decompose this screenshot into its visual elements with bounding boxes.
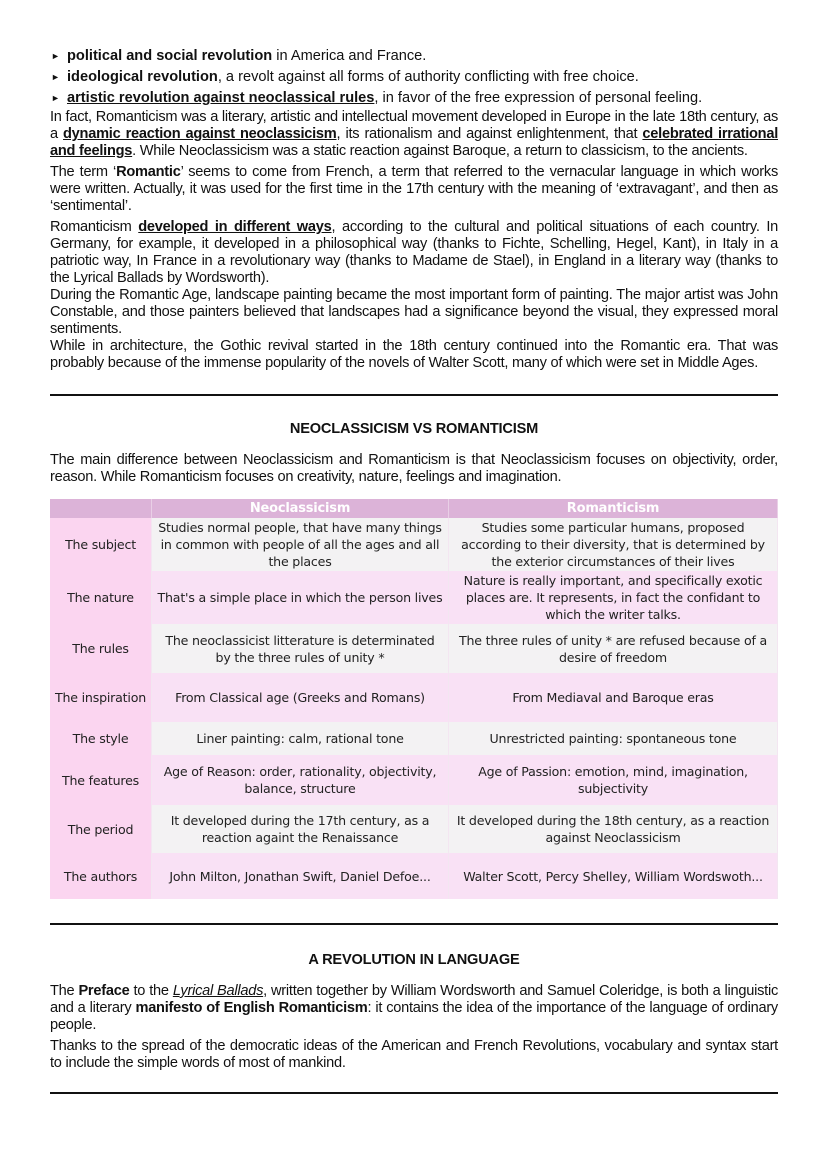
row-label: The style: [50, 722, 152, 755]
header-cell-romanticism: Romanticism: [449, 499, 778, 518]
romanticism-cell: From Mediaval and Baroque eras: [449, 673, 778, 722]
row-label: The inspiration: [50, 673, 152, 722]
section-title: A REVOLUTION IN LANGUAGE: [308, 952, 520, 968]
paragraph: In fact, Romanticism was a literary, artistic and intellectual movement developed in Europe in the late 18th century, as a dynamic reaction against neoclassicism, its rationalism and against enlightenment, that celebrated irrational and feelings. While Neoclassicism was a static reaction against Baroque, a return to classicism, to the ancients.: [50, 109, 779, 159]
romanticism-cell: Unrestricted painting: spontaneous tone: [449, 722, 778, 755]
bullet-triangle-icon: ►: [51, 51, 60, 61]
table-row: [50, 624, 778, 673]
bullet-triangle-icon: ►: [51, 93, 60, 103]
paragraph: The term ‘Romantic’ seems to come from French, a term that referred to the vernacular language in which works were written. Actually, it was used for the first time in the 17th century with the meaning of ‘extravagant’, and then as ‘sentimental’.: [50, 164, 778, 214]
row-label: The period: [50, 805, 152, 853]
neoclassicism-cell: That's a simple place in which the person lives: [152, 571, 449, 624]
paragraph: Thanks to the spread of the democratic ideas of the American and French Revolutions, vocabulary and syntax start to include the simple words of most of mankind.: [50, 1038, 778, 1071]
row-label: The authors: [50, 853, 152, 899]
table-row: [50, 755, 778, 805]
row-label: The nature: [50, 571, 152, 624]
divider: [50, 394, 778, 396]
table-row: [50, 518, 778, 571]
romanticism-cell: The three rules of unity * are refused because of a desire of freedom: [449, 624, 778, 673]
neoclassicism-cell: It developed during the 17th century, as a reaction againt the Renaissance: [152, 805, 449, 853]
revolution-list: [50, 46, 778, 109]
neoclassicism-cell: John Milton, Jonathan Swift, Daniel Defoe...: [152, 853, 449, 899]
header-cell-empty: [50, 499, 152, 518]
romanticism-cell: Studies some particular humans, proposed according to their diversity, that is determined by the exterior circumstances of their lives: [449, 518, 778, 571]
table-header-row: [50, 499, 778, 518]
section-title: NEOCLASSICISM VS ROMANTICISM: [289, 421, 539, 437]
paragraph: During the Romantic Age, landscape painting became the most important form of painting. The major artist was John Constable, and those painters believed that landscapes had a significance beyond the visual, they expressed moral sentiments.: [50, 287, 778, 337]
intro-section: [50, 109, 778, 372]
romanticism-cell: Walter Scott, Percy Shelley, William Wordswoth...: [449, 853, 778, 899]
list-item: ► political and social revolution in America and France.: [50, 46, 778, 67]
neoclassicism-cell: Age of Reason: order, rationality, objectivity, balance, structure: [152, 755, 449, 805]
row-label: The features: [50, 755, 152, 805]
divider: [50, 1092, 778, 1094]
romanticism-cell: It developed during the 18th century, as a reaction against Neoclassicism: [449, 805, 778, 853]
document-page: [50, 46, 778, 1094]
comparison-intro: The main difference between Neoclassicism and Romanticism is that Neoclassicism focuses on objectivity, order, reason. While Romanticism focuses on creativity, nature, feelings and imagination.: [50, 452, 778, 485]
neoclassicism-cell: From Classical age (Greeks and Romans): [152, 673, 449, 722]
row-label: The subject: [50, 518, 152, 571]
romanticism-cell: Age of Passion: emotion, mind, imagination, subjectivity: [449, 755, 778, 805]
paragraph: Romanticism developed in different ways, according to the cultural and political situations of each country. In Germany, for example, it developed in a philosophical way (thanks to Fichte, Schelling, Hegel, Kant), in Italy in a patriotic way, In France in a revolutionary way (thanks to Madame de Stael), in England in a literary way (thanks to the Lyrical Ballads by Wordsworth).: [50, 219, 778, 286]
row-label: The rules: [50, 624, 152, 673]
header-cell-neoclassicism: Neoclassicism: [152, 499, 449, 518]
neoclassicism-cell: Studies normal people, that have many things in common with people of all the ages and all the places: [152, 518, 449, 571]
neoclassicism-cell: Liner painting: calm, rational tone: [152, 722, 449, 755]
table-row: [50, 673, 778, 722]
table-row: [50, 805, 778, 853]
paragraph: The Preface to the Lyrical Ballads, written together by William Wordsworth and Samuel Coleridge, is both a linguistic and a literary manifesto of English Romanticism: it contains the idea of the importance of the language of ordinary people.: [50, 983, 779, 1033]
paragraph: While in architecture, the Gothic revival started in the 18th century continued into the Romantic era. That was probably because of the immense popularity of the novels of Walter Scott, many of which were set in Middle Ages.: [50, 338, 778, 371]
romanticism-cell: Nature is really important, and specifically exotic places are. It represents, in fact the confidant to which the writer talks.: [449, 571, 778, 624]
table-row: [50, 571, 778, 624]
comparison-table: [50, 499, 778, 899]
language-section: [50, 983, 778, 1072]
list-item: ► ideological revolution, a revolt against all forms of authority conflicting with free choice.: [50, 67, 778, 88]
list-item: ► artistic revolution against neoclassical rules, in favor of the free expression of personal feeling.: [50, 88, 778, 109]
table-row: [50, 722, 778, 755]
divider: [50, 923, 778, 925]
neoclassicism-cell: The neoclassicist litterature is determinated by the three rules of unity *: [152, 624, 449, 673]
table-row: [50, 853, 778, 899]
bullet-triangle-icon: ►: [51, 72, 60, 82]
